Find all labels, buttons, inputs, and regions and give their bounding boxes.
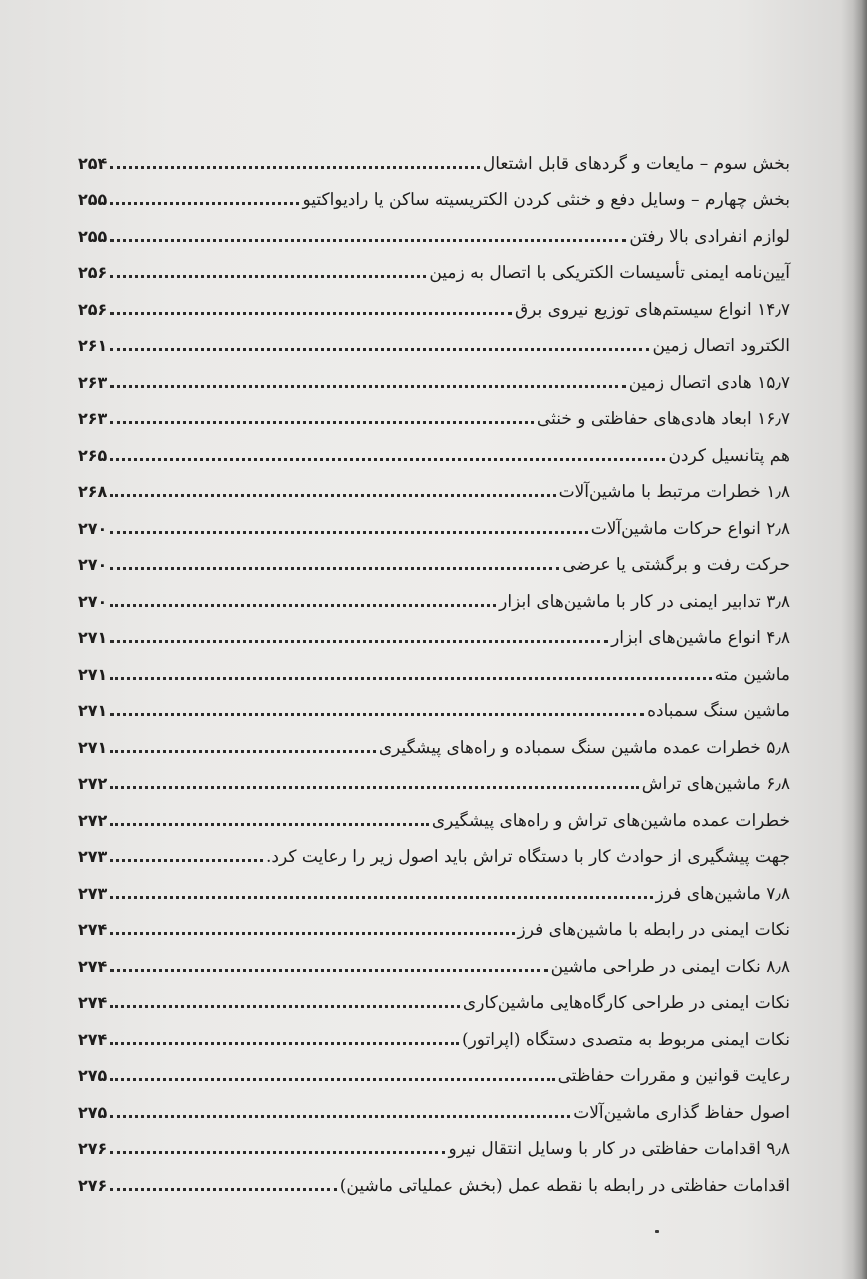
toc-entry: [78, 1057, 790, 1094]
toc-entry: [78, 874, 790, 911]
toc-entry: [78, 582, 790, 619]
toc-entry-title: ۵٫۸ خطرات عمده ماشین سنگ سمباده و راه‌های پیشگیری: [378, 737, 790, 758]
toc-entry-title: لوازم انفرادی بالا رفتن: [629, 226, 790, 247]
toc-entry: [78, 984, 790, 1021]
toc-leader-dots: [110, 421, 534, 424]
toc-leader-dots: [110, 896, 652, 899]
toc-leader-dots: [110, 713, 644, 716]
toc-entry-page-number: ۲۷۳: [78, 847, 108, 866]
toc-entry: [78, 290, 790, 327]
toc-entry: [78, 838, 790, 875]
toc-entry: [78, 801, 790, 838]
page-binding-shadow: [853, 0, 867, 1279]
toc-entry-page-number: ۲۷۶: [78, 1175, 108, 1195]
toc-entry-page-number: ۲۷۱: [78, 664, 108, 684]
toc-entry-title: ۴٫۸ انواع ماشین‌های ابزار: [611, 628, 790, 648]
toc-entry-page-number: ۲۷۵: [78, 1102, 108, 1122]
toc-leader-dots: [110, 239, 626, 242]
toc-entry-title: ۱۵٫۷ هادی اتصال زمین: [628, 372, 790, 393]
toc-entry-page-number: ۲۷۰: [78, 555, 108, 574]
toc-entry-title: هم پتانسیل کردن: [668, 445, 790, 466]
toc-leader-dots: [110, 166, 480, 169]
toc-leader-dots: [110, 640, 608, 643]
toc-entry: [78, 1166, 790, 1203]
toc-entry-title: ۲٫۸ انواع حرکات ماشین‌آلات: [590, 518, 790, 539]
toc-entry-page-number: ۲۵۶: [78, 263, 108, 282]
toc-entry: [78, 400, 790, 437]
toc-leader-dots: [110, 531, 587, 534]
toc-leader-dots: [110, 786, 638, 789]
table-of-contents: [78, 144, 790, 1203]
toc-leader-dots: [110, 202, 299, 205]
toc-entry: [78, 546, 790, 583]
toc-leader-dots: [110, 969, 547, 972]
toc-entry-page-number: ۲۷۱: [78, 737, 108, 757]
toc-entry: [78, 144, 790, 181]
toc-entry-title: ۷٫۸ ماشین‌های فرز: [655, 883, 790, 904]
toc-entry-page-number: ۲۶۳: [78, 409, 108, 428]
toc-entry-page-number: ۲۷۰: [78, 591, 108, 611]
toc-entry-page-number: ۲۶۳: [78, 372, 108, 392]
toc-leader-dots: [110, 859, 263, 862]
toc-leader-dots: [110, 604, 496, 607]
toc-entry-title: خطرات عمده ماشین‌های تراش و راه‌های پیشگیری: [431, 810, 790, 831]
toc-entry-title: ۸٫۸ نکات ایمنی در طراحی ماشین: [550, 956, 790, 977]
toc-leader-dots: [110, 1151, 445, 1154]
toc-leader-dots: [110, 932, 514, 935]
toc-entry: [78, 363, 790, 400]
toc-entry-page-number: ۲۷۲: [78, 810, 108, 830]
toc-leader-dots: [110, 1042, 459, 1045]
toc-leader-dots: [110, 567, 559, 570]
toc-entry-title: حرکت رفت و برگشتی یا عرضی: [562, 555, 790, 575]
toc-entry-title: ۱۶٫۷ ابعاد هادی‌های حفاظتی و خنثی: [536, 409, 790, 429]
toc-entry: [78, 765, 790, 802]
toc-entry-page-number: ۲۷۴: [78, 920, 108, 939]
toc-leader-dots: [110, 312, 512, 315]
toc-entry-page-number: ۲۷۱: [78, 628, 108, 647]
toc-entry: [78, 327, 790, 364]
toc-entry-title: بخش چهارم – وسایل دفع و خنثی کردن الکتریسیته ساکن یا رادیواکتیو: [302, 190, 790, 210]
toc-entry: [78, 181, 790, 218]
toc-entry: [78, 473, 790, 510]
toc-entry-title: رعایت قوانین و مقررات حفاظتی: [557, 1066, 790, 1086]
toc-leader-dots: [110, 275, 426, 278]
toc-entry: [78, 254, 790, 291]
toc-entry: [78, 1093, 790, 1130]
toc-entry-page-number: ۲۵۶: [78, 299, 108, 319]
toc-entry-title: ۳٫۸ تدابیر ایمنی در کار با ماشین‌های ابزار: [499, 591, 790, 612]
toc-entry-title: ۹٫۸ اقدامات حفاظتی در کار با وسایل انتقال نیرو: [448, 1139, 790, 1159]
toc-entry: [78, 728, 790, 765]
toc-entry-title: نکات ایمنی در رابطه با ماشین‌های فرز: [517, 920, 790, 940]
toc-entry-title: ۶٫۸ ماشین‌های تراش: [641, 774, 790, 794]
toc-entry-page-number: ۲۵۵: [78, 226, 108, 246]
toc-entry-title: جهت پیشگیری از حوادث کار با دستگاه تراش باید اصول زیر را رعایت کرد.: [266, 847, 790, 867]
toc-entry-page-number: ۲۷۱: [78, 701, 108, 720]
toc-entry-title: ۱٫۸ خطرات مرتبط با ماشین‌آلات: [558, 482, 790, 502]
toc-entry-title: بخش سوم – مایعات و گردهای قابل اشتعال: [482, 153, 790, 174]
toc-entry: [78, 619, 790, 656]
toc-entry-title: نکات ایمنی در طراحی کارگاه‌هایی ماشین‌کاری: [462, 993, 790, 1013]
toc-entry: [78, 692, 790, 729]
toc-leader-dots: [110, 677, 711, 680]
toc-entry-page-number: ۲۷۲: [78, 774, 108, 793]
toc-entry-title: الکترود اتصال زمین: [652, 336, 790, 356]
toc-entry-page-number: ۲۷۶: [78, 1139, 108, 1158]
toc-leader-dots: [110, 823, 429, 826]
toc-entry-page-number: ۲۷۴: [78, 1029, 108, 1049]
toc-leader-dots: [110, 750, 376, 753]
toc-entry-page-number: ۲۵۴: [78, 153, 108, 173]
toc-entry: [78, 655, 790, 692]
toc-entry-page-number: ۲۷۳: [78, 883, 108, 903]
page-mark: [655, 1230, 659, 1233]
toc-entry-title: اقدامات حفاظتی در رابطه با نقطه عمل (بخش عملیاتی ماشین): [339, 1175, 790, 1196]
toc-leader-dots: [110, 385, 625, 388]
toc-entry-title: اصول حفاظ گذاری ماشین‌آلات: [573, 1102, 790, 1123]
toc-entry-title: ۱۴٫۷ انواع سیستم‌های توزیع نیروی برق: [514, 299, 790, 320]
toc-leader-dots: [110, 1078, 554, 1081]
toc-entry-page-number: ۲۶۵: [78, 445, 108, 465]
toc-leader-dots: [110, 1188, 336, 1191]
toc-entry: [78, 436, 790, 473]
toc-entry: [78, 509, 790, 546]
toc-entry-title: نکات ایمنی مربوط به متصدی دستگاه (اپراتور): [461, 1029, 790, 1050]
toc-entry-page-number: ۲۷۰: [78, 518, 108, 538]
toc-entry: [78, 1130, 790, 1167]
toc-entry: [78, 217, 790, 254]
toc-entry-page-number: ۲۷۵: [78, 1066, 108, 1085]
toc-leader-dots: [110, 458, 665, 461]
toc-entry-page-number: ۲۶۸: [78, 482, 108, 501]
toc-entry-title: ماشین سنگ سمباده: [647, 701, 790, 721]
toc-leader-dots: [110, 1005, 460, 1008]
toc-leader-dots: [110, 494, 555, 497]
toc-entry-page-number: ۲۷۴: [78, 993, 108, 1012]
toc-entry-page-number: ۲۵۵: [78, 190, 108, 209]
toc-entry-page-number: ۲۷۴: [78, 956, 108, 976]
toc-entry-title: آیین‌نامه ایمنی تأسیسات الکتریکی با اتصال به زمین: [429, 263, 790, 283]
toc-leader-dots: [110, 348, 649, 351]
toc-entry: [78, 1020, 790, 1057]
toc-entry-title: ماشین مته: [714, 664, 790, 685]
toc-entry-page-number: ۲۶۱: [78, 336, 108, 355]
toc-entry: [78, 911, 790, 948]
toc-leader-dots: [110, 1115, 570, 1118]
toc-entry: [78, 947, 790, 984]
